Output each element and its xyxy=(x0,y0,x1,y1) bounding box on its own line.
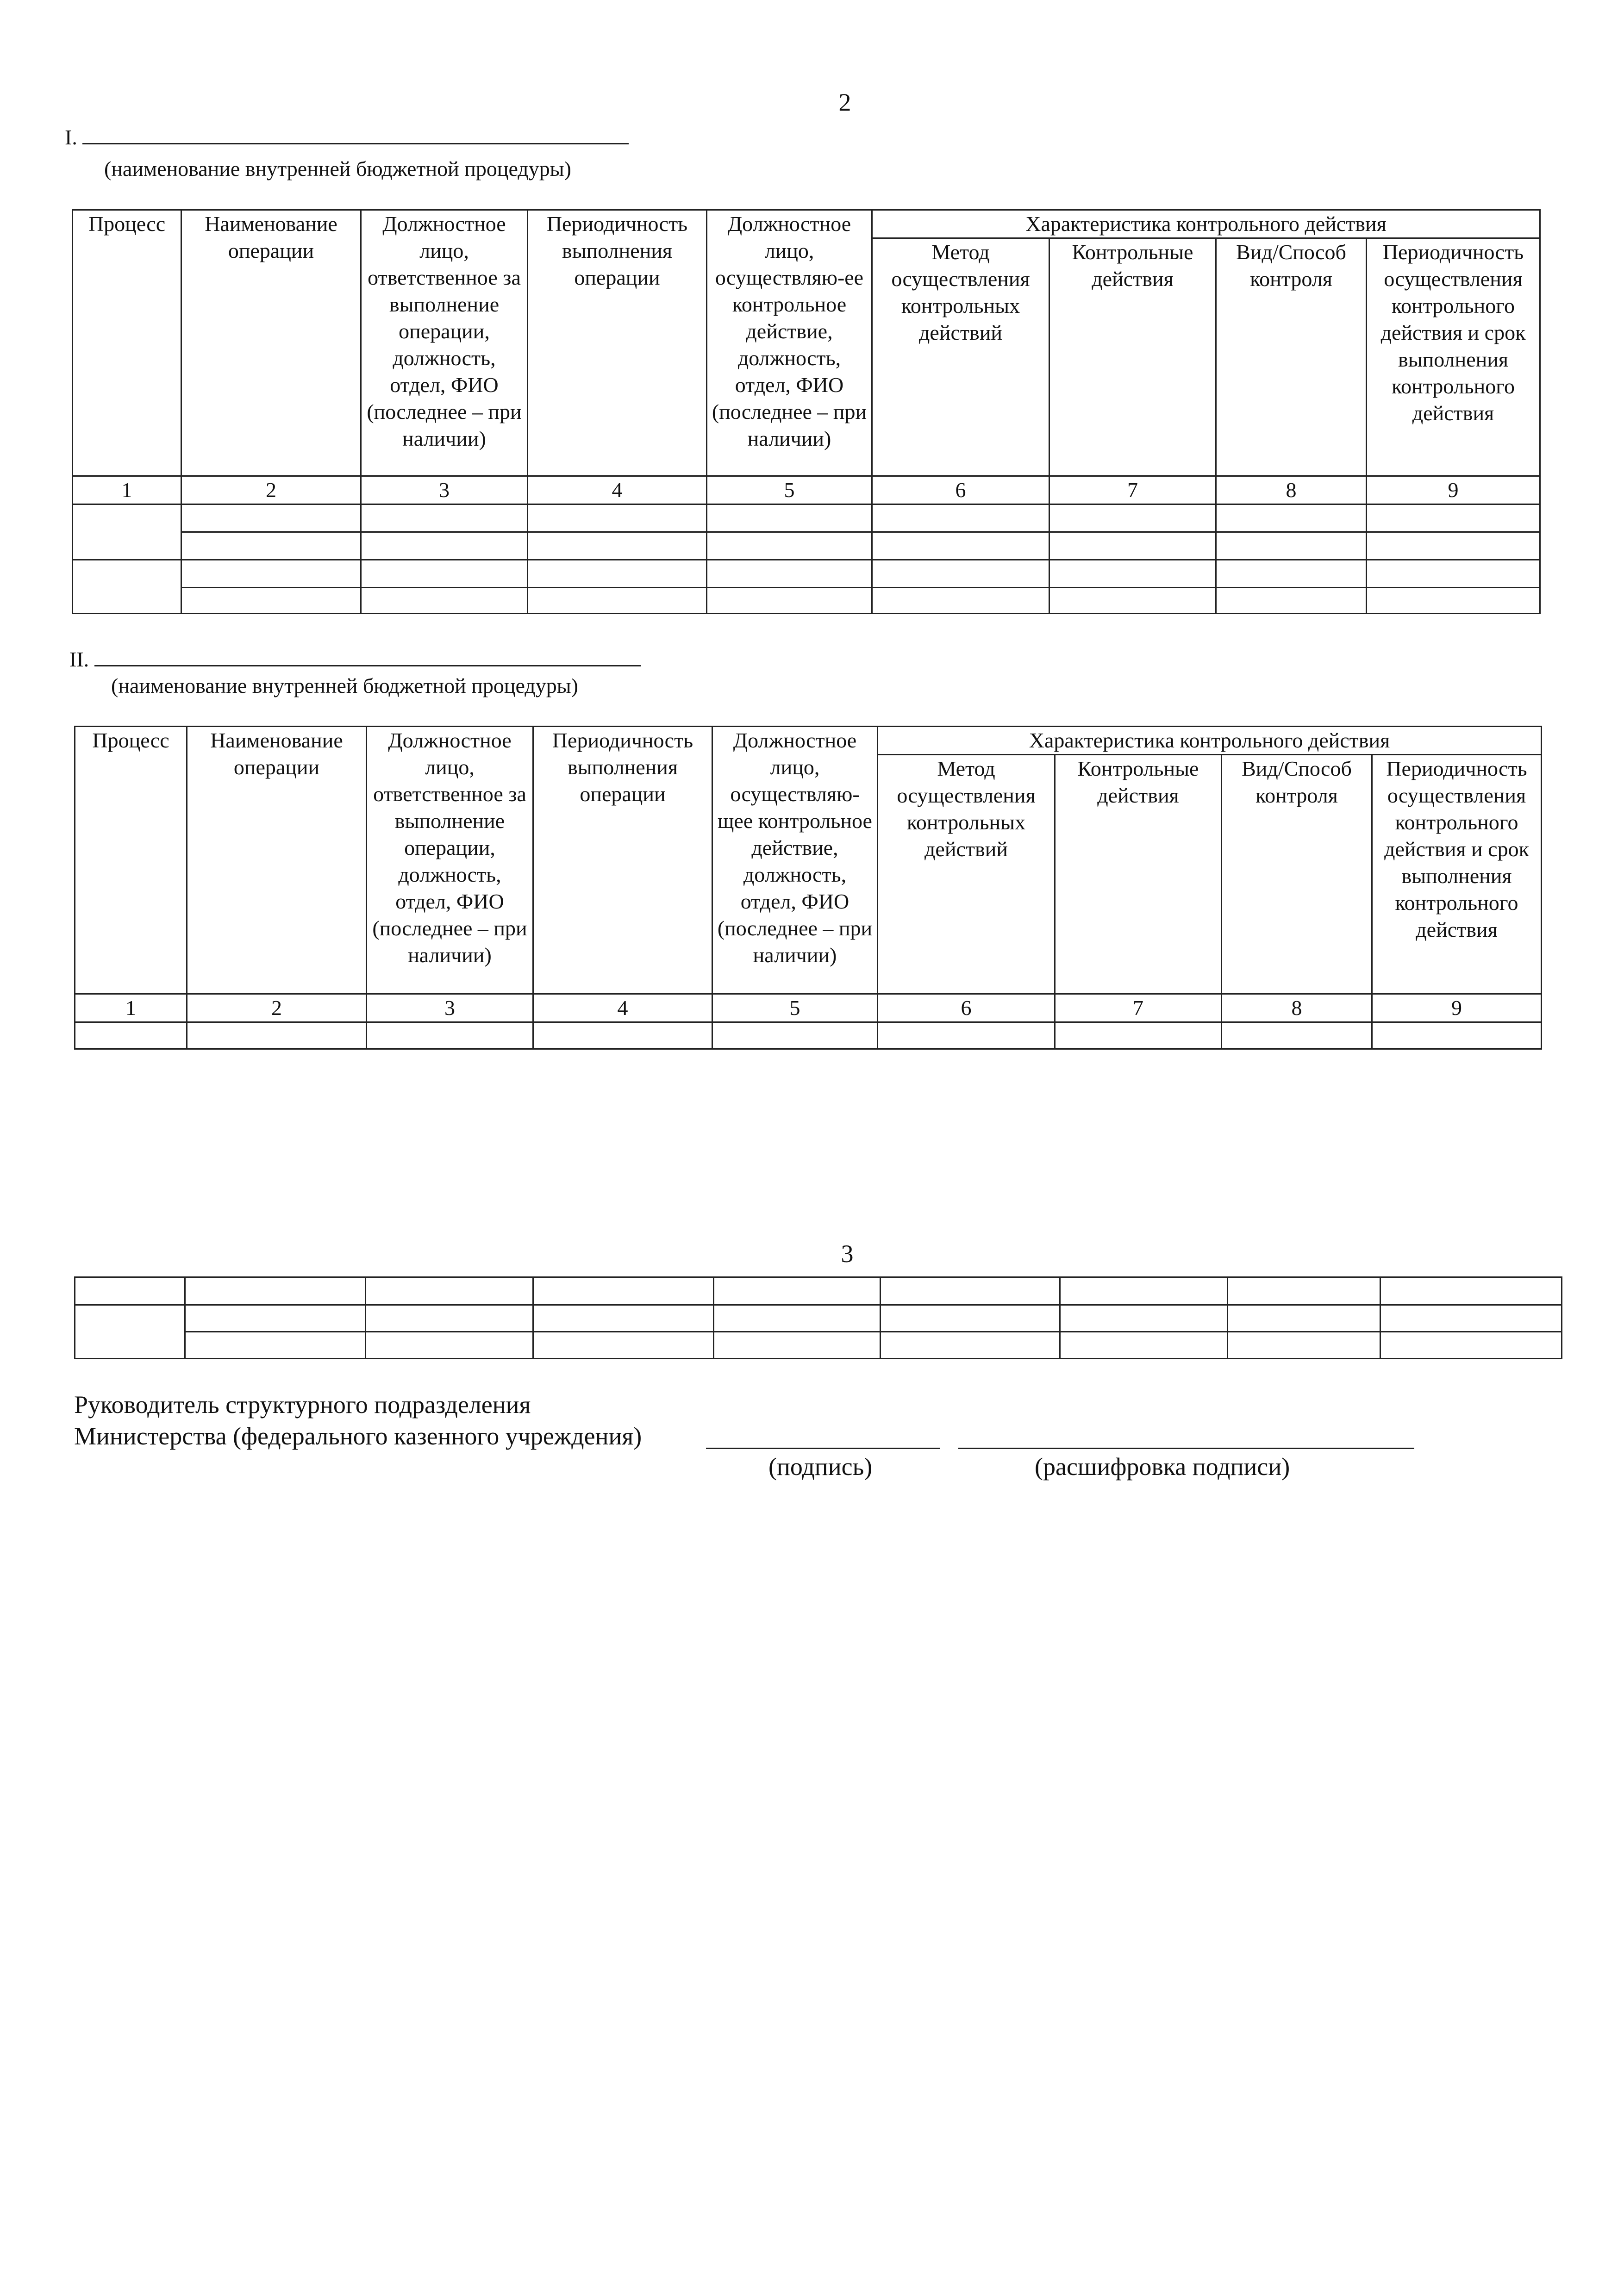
table-row xyxy=(73,560,1540,588)
column-number: 3 xyxy=(361,476,528,504)
table-cell[interactable] xyxy=(533,1277,714,1305)
header-control-actions: Контрольные действия xyxy=(1049,238,1216,476)
table-cell[interactable] xyxy=(187,1022,367,1049)
table-cell[interactable] xyxy=(1060,1332,1228,1359)
table-cell[interactable] xyxy=(533,1305,714,1332)
table-cell[interactable] xyxy=(1380,1305,1562,1332)
column-number: 7 xyxy=(1055,994,1222,1022)
table-cell[interactable] xyxy=(528,560,707,588)
column-number: 2 xyxy=(187,994,367,1022)
header-periodicity: Периодичность выполнения операции xyxy=(528,210,707,476)
table-cell[interactable] xyxy=(73,504,181,560)
column-number: 4 xyxy=(528,476,707,504)
section-2-name-line xyxy=(94,665,641,666)
table-cell[interactable] xyxy=(714,1305,881,1332)
table-cell[interactable] xyxy=(181,532,361,560)
header-process: Процесс xyxy=(75,727,187,994)
column-number: 7 xyxy=(1049,476,1216,504)
page-number: 3 xyxy=(841,1240,854,1268)
table-cell[interactable] xyxy=(707,560,872,588)
table-cell[interactable] xyxy=(181,588,361,614)
column-number: 1 xyxy=(73,476,181,504)
column-number: 9 xyxy=(1372,994,1542,1022)
table-cell[interactable] xyxy=(1222,1022,1372,1049)
table-cell[interactable] xyxy=(185,1332,366,1359)
table-cell[interactable] xyxy=(185,1277,366,1305)
section-1-caption: (наименование внутренней бюджетной процедуры) xyxy=(104,157,571,180)
table-cell[interactable] xyxy=(872,532,1049,560)
column-number: 6 xyxy=(878,994,1055,1022)
table-cell[interactable] xyxy=(75,1022,187,1049)
page-number: 2 xyxy=(838,88,851,116)
table-cell[interactable] xyxy=(75,1305,185,1359)
table-cell[interactable] xyxy=(181,504,361,532)
table-cell[interactable] xyxy=(528,532,707,560)
section-1-heading xyxy=(65,125,629,149)
table-cell[interactable] xyxy=(707,588,872,614)
table-cell[interactable] xyxy=(528,588,707,614)
section-2-numeral: II. xyxy=(69,647,89,671)
column-number: 9 xyxy=(1367,476,1540,504)
table-cell[interactable] xyxy=(1060,1305,1228,1332)
table-cell[interactable] xyxy=(75,1277,185,1305)
table-cell[interactable] xyxy=(361,588,528,614)
table-cell[interactable] xyxy=(1049,532,1216,560)
signature-title-line-1: Руководитель структурного подразделения xyxy=(74,1391,531,1419)
table-cell[interactable] xyxy=(181,560,361,588)
header-control-periodicity: Периодичность осуществления контрольного действия и срок выполнения контрольного действия xyxy=(1367,238,1540,476)
table-cell[interactable] xyxy=(1216,532,1367,560)
table-row xyxy=(73,588,1540,614)
header-control-type: Вид/Способ контроля xyxy=(1222,755,1372,994)
column-number: 1 xyxy=(75,994,187,1022)
header-method: Метод осуществления контрольных действий xyxy=(878,755,1055,994)
header-control-actions: Контрольные действия xyxy=(1055,755,1222,994)
header-control-type: Вид/Способ контроля xyxy=(1216,238,1367,476)
signature-decode-line[interactable] xyxy=(958,1448,1414,1449)
table-cell[interactable] xyxy=(361,560,528,588)
section-2-heading xyxy=(69,647,641,672)
signature-line[interactable] xyxy=(706,1448,940,1449)
table-cell[interactable] xyxy=(881,1305,1060,1332)
signature-title-line-2: Министерства (федерального казенного учреждения) xyxy=(74,1422,642,1450)
table-cell[interactable] xyxy=(1216,504,1367,532)
table-cell[interactable] xyxy=(707,532,872,560)
table-cell[interactable] xyxy=(872,588,1049,614)
table-row xyxy=(73,532,1540,560)
procedure-table-continuation xyxy=(74,1276,1562,1359)
table-cell[interactable] xyxy=(1228,1332,1380,1359)
column-number: 5 xyxy=(712,994,878,1022)
table-cell[interactable] xyxy=(881,1277,1060,1305)
table-cell[interactable] xyxy=(1372,1022,1542,1049)
table-cell[interactable] xyxy=(361,532,528,560)
section-2-caption: (наименование внутренней бюджетной процедуры) xyxy=(111,674,578,697)
table-cell[interactable] xyxy=(707,504,872,532)
table-cell[interactable] xyxy=(881,1332,1060,1359)
table-cell[interactable] xyxy=(361,504,528,532)
table-cell[interactable] xyxy=(366,1332,533,1359)
table-cell[interactable] xyxy=(1367,588,1540,614)
table-cell[interactable] xyxy=(528,504,707,532)
table-cell[interactable] xyxy=(1380,1277,1562,1305)
procedure-table-1 xyxy=(72,209,1541,614)
table-cell[interactable] xyxy=(1049,588,1216,614)
header-control-group: Характеристика контрольного действия xyxy=(878,727,1542,755)
table-row xyxy=(75,1022,1542,1049)
table-cell[interactable] xyxy=(1216,588,1367,614)
table-cell[interactable] xyxy=(1380,1332,1562,1359)
column-number: 6 xyxy=(872,476,1049,504)
column-number: 2 xyxy=(181,476,361,504)
table-cell[interactable] xyxy=(712,1022,878,1049)
header-operation-name: Наименование операции xyxy=(181,210,361,476)
table-row xyxy=(75,1277,1562,1305)
header-control-group: Характеристика контрольного действия xyxy=(872,210,1540,238)
column-number: 4 xyxy=(533,994,712,1022)
header-controller: Должностное лицо, осуществляю-щее контрольное действие, должность, отдел, ФИО (последнее – при наличии) xyxy=(712,727,878,994)
table-cell[interactable] xyxy=(1367,560,1540,588)
column-number: 3 xyxy=(367,994,533,1022)
column-number: 5 xyxy=(707,476,872,504)
signature-decode-caption: (расшифровка подписи) xyxy=(1035,1453,1290,1481)
table-cell[interactable] xyxy=(872,560,1049,588)
table-cell[interactable] xyxy=(872,504,1049,532)
table-cell[interactable] xyxy=(1060,1277,1228,1305)
table-cell[interactable] xyxy=(1216,560,1367,588)
table-row xyxy=(75,1305,1562,1332)
procedure-table-2 xyxy=(74,726,1542,1050)
header-method: Метод осуществления контрольных действий xyxy=(872,238,1049,476)
table-cell[interactable] xyxy=(1049,504,1216,532)
table-cell[interactable] xyxy=(73,560,181,614)
table-cell[interactable] xyxy=(1055,1022,1222,1049)
section-1-name-line xyxy=(82,143,629,144)
table-cell[interactable] xyxy=(1228,1277,1380,1305)
table-cell[interactable] xyxy=(533,1332,714,1359)
table-cell[interactable] xyxy=(878,1022,1055,1049)
table-cell[interactable] xyxy=(1367,532,1540,560)
column-number: 8 xyxy=(1216,476,1367,504)
header-process: Процесс xyxy=(73,210,181,476)
table-cell[interactable] xyxy=(1367,504,1540,532)
table-cell[interactable] xyxy=(185,1305,366,1332)
header-periodicity: Периодичность выполнения операции xyxy=(533,727,712,994)
table-cell[interactable] xyxy=(533,1022,712,1049)
table-row xyxy=(73,504,1540,532)
header-responsible-person: Должностное лицо, ответственное за выполнение операции, должность, отдел, ФИО (последнее – при наличии) xyxy=(367,727,533,994)
column-number: 8 xyxy=(1222,994,1372,1022)
header-responsible-person: Должностное лицо, ответственное за выполнение операции, должность, отдел, ФИО (последнее – при наличии) xyxy=(361,210,528,476)
header-controller: Должностное лицо, осуществляю-ее контрольное действие, должность, отдел, ФИО (последнее – при наличии) xyxy=(707,210,872,476)
header-operation-name: Наименование операции xyxy=(187,727,367,994)
section-1-numeral: I. xyxy=(65,125,77,149)
table-cell[interactable] xyxy=(366,1305,533,1332)
table-cell[interactable] xyxy=(1049,560,1216,588)
table-cell[interactable] xyxy=(1228,1305,1380,1332)
table-row xyxy=(75,1332,1562,1359)
table-cell[interactable] xyxy=(714,1332,881,1359)
header-control-periodicity: Периодичность осуществления контрольного действия и срок выполнения контрольного действия xyxy=(1372,755,1542,994)
table-cell[interactable] xyxy=(366,1277,533,1305)
signature-caption: (подпись) xyxy=(768,1453,873,1481)
table-cell[interactable] xyxy=(714,1277,881,1305)
table-cell[interactable] xyxy=(367,1022,533,1049)
